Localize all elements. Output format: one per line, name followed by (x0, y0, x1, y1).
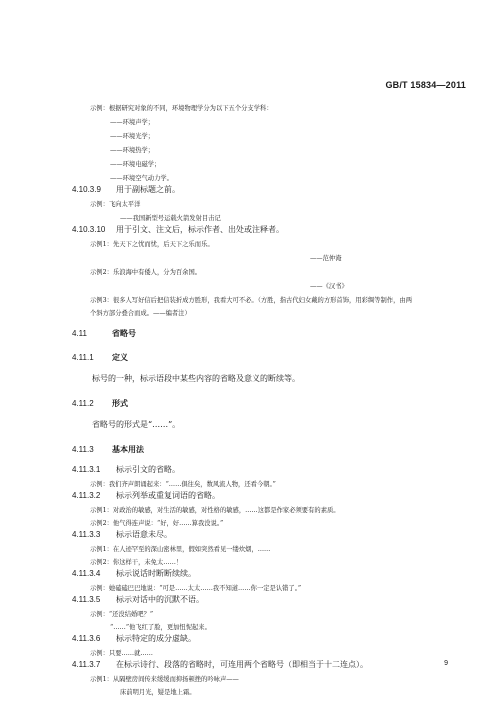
section-text: 标示特定的成分虚缺。 (116, 634, 196, 643)
example-text: 示例：她磕磕巴巴地说：“可是……太太……我不知道……你一定是认错了。” (90, 585, 302, 592)
section-heading (72, 530, 172, 540)
section-number: 4.11.3.4 (72, 569, 101, 578)
section-text: 标示说话时断断续续。 (116, 569, 196, 578)
example-text: 示例2：你这样干，未免太……！ (90, 559, 183, 566)
body-text: 省略号的形式是“……”。 (92, 420, 181, 429)
standard-number: GB/T 15834—2011 (385, 80, 466, 90)
section-text: 形式 (112, 398, 128, 408)
section-text: 标示语意未尽。 (116, 530, 172, 539)
section-text: 用于副标题之前。 (116, 185, 180, 194)
example-text: 示例：根据研究对象的不同，环境物理学分为以下五个分支学科： (90, 105, 273, 112)
section-heading (72, 595, 204, 605)
example-text: 个斜方部分叠合而成。——编者注） (90, 310, 191, 317)
example-text: 示例3：很多人写好信后把信装折成方胜形，我看大可不必。（方胜，指古代妇女戴的方形首饰，用彩绸等制作，由两 (90, 297, 412, 304)
list-item: ——环境光学； (110, 133, 155, 140)
section-heading (72, 398, 128, 409)
example-text: 示例：“还没结婚吧？” (90, 611, 154, 618)
example-text: ——我国新型号运载火箭发射目击记 (120, 215, 221, 222)
list-item: ——环境空气动力学。 (110, 175, 173, 182)
list-item: ——环境声学； (110, 119, 155, 126)
section-heading (72, 569, 196, 579)
example-text: 示例1：在人迹罕至的深山密林里，假如突然看见一缕炊烟，…… (90, 546, 271, 553)
section-heading (72, 225, 284, 235)
example-text: 示例：只要……就…… (90, 650, 153, 657)
poem-line: 床前明月光，疑是地上霜。 (120, 689, 196, 696)
section-number: 4.11.3.3 (72, 530, 101, 539)
section-text: 标示引文的省略。 (116, 465, 180, 474)
section-number: 4.11.2 (72, 399, 94, 408)
section-number: 4.11.3.1 (72, 465, 101, 474)
example-text: 示例1：对政治的敏感，对生活的敏感，对性格的敏感，……这都是作家必须要有的素质。 (90, 507, 340, 514)
list-item: ——环境电磁学； (110, 161, 161, 168)
section-heading (72, 352, 128, 363)
section-text: 基本用法 (112, 444, 144, 454)
section-text: 定义 (112, 352, 128, 362)
section-number: 4.11.3.2 (72, 491, 101, 500)
section-text: 用于引文、注文后，标示作者、出处或注释者。 (116, 225, 284, 234)
section-heading (72, 660, 368, 670)
section-number: 4.10.3.10 (72, 225, 106, 234)
section-text: 在标示诗行、段落的省略时，可连用两个省略号（即相当于十二连点）。 (116, 660, 368, 669)
section-heading (72, 185, 180, 195)
example-text: 示例：我们齐声朗诵起来：“……俱往矣，数风流人物，还看今朝。” (90, 481, 276, 488)
example-text: “……”他飞红了脸，更加忸怩起来。 (110, 624, 211, 631)
list-item: ——环境热学； (110, 147, 155, 154)
section-heading (72, 444, 144, 455)
section-heading (72, 634, 196, 644)
example-text: 示例：飞向太平洋 (90, 201, 141, 208)
section-number: 4.11.3.6 (72, 634, 101, 643)
body-text: 标号的一种，标示语段中某些内容的省略及意义的断续等。 (92, 374, 300, 383)
section-heading (72, 465, 180, 475)
section-heading (72, 328, 136, 339)
section-text: 标示对话中的沉默不语。 (116, 595, 204, 604)
section-number: 4.11.1 (72, 353, 94, 362)
attribution: ——《汉书》 (310, 283, 348, 290)
section-heading (72, 491, 220, 501)
section-text: 省略号 (112, 328, 136, 338)
example-text: 示例1：先天下之忧而忧，后天下之乐而乐。 (90, 241, 214, 248)
section-number: 4.11 (72, 329, 87, 338)
section-number: 4.11.3.5 (72, 595, 101, 604)
example-text: 示例2：乐浪海中有倭人，分为百余国。 (90, 269, 202, 276)
section-number: 4.11.3 (72, 445, 94, 454)
section-number: 4.11.3.7 (72, 660, 101, 669)
attribution: ——范仲淹 (310, 255, 342, 262)
example-text: 示例1：从隔壁房间传来缓缓而抑扬顿挫的吟咏声—— (90, 676, 239, 683)
section-number: 4.10.3.9 (72, 185, 101, 194)
example-text: 示例2：他气得连声说：“好，好……算我没说。” (90, 520, 224, 527)
section-text: 标示列举或重复词语的省略。 (116, 491, 220, 500)
page-number: 9 (444, 660, 448, 667)
